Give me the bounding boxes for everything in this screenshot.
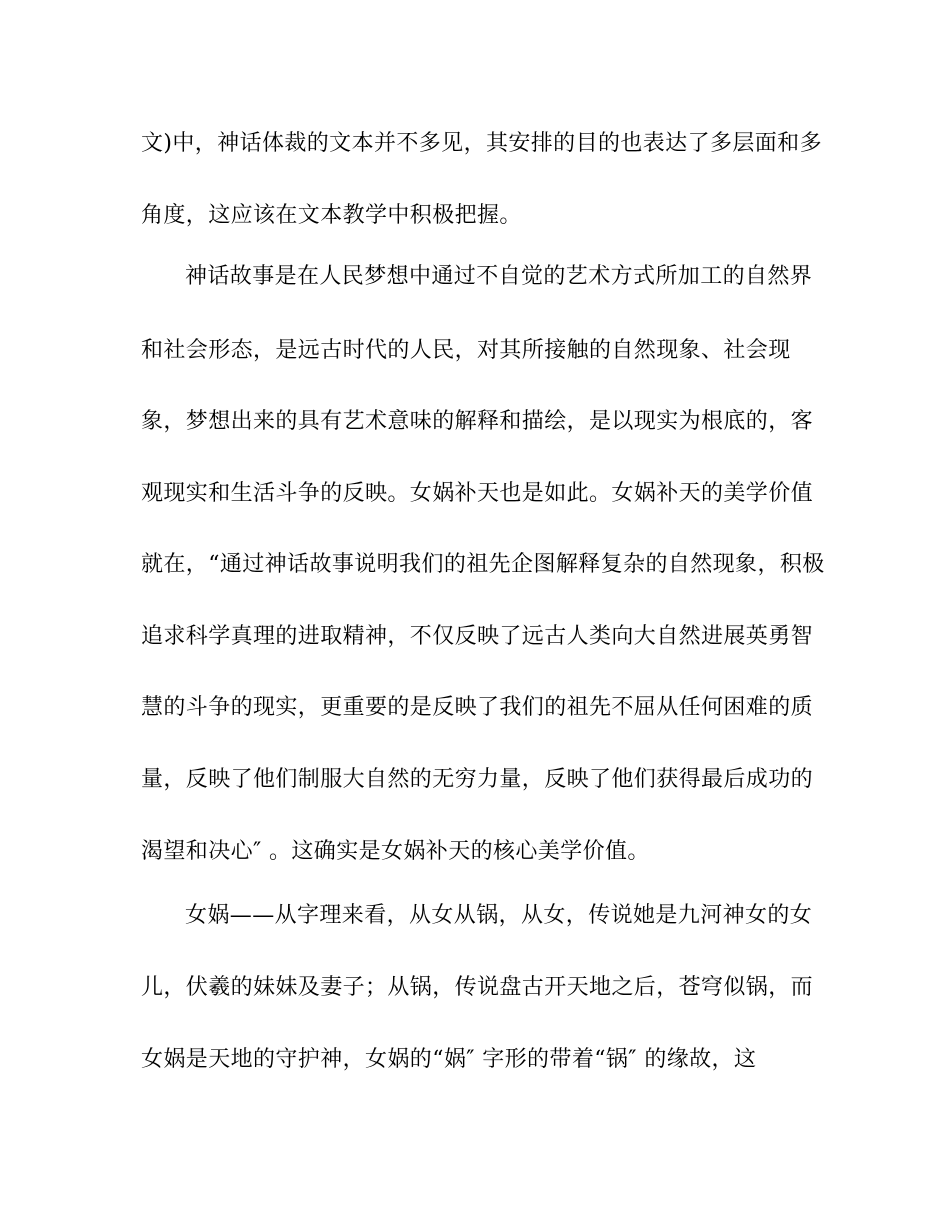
text-line-7: 就在，“通过神话故事说明我们的祖先企图解释复杂的自然现象，积极 bbox=[141, 552, 825, 577]
text-line-5: 象，梦想出来的具有艺术意味的解释和描绘，是以现实为根底的，客 bbox=[141, 409, 814, 434]
text-line-2: 角度，这应该在文本教学中积极把握。 bbox=[141, 203, 522, 228]
text-line-10: 量，反映了他们制服大自然的无穷力量，反映了他们获得最后成功的 bbox=[141, 767, 814, 792]
text-line-14: 女娲是天地的守护神，女娲的“娲″ 字形的带着“锅″ 的缘故，这 bbox=[141, 1047, 757, 1072]
text-line-6: 观现实和生活斗争的反映。女娲补天也是如此。女娲补天的美学价值 bbox=[141, 481, 814, 506]
text-line-8: 追求科学真理的进取精神，不仅反映了远古人类向大自然进展英勇智 bbox=[141, 624, 814, 649]
text-line-9: 慧的斗争的现实，更重要的是反映了我们的祖先不屈从任何困难的质 bbox=[141, 695, 814, 720]
text-line-13: 儿，伏羲的妹妹及妻子；从锅，传说盘古开天地之后，苍穹似锅，而 bbox=[141, 975, 814, 1000]
text-line-1: 文)中，神话体裁的文本并不多见，其安排的目的也表达了多层面和多 bbox=[141, 131, 822, 156]
text-line-11: 渴望和决心″ 。这确实是女娲补天的核心美学价值。 bbox=[141, 839, 650, 864]
paragraph-start-line-3: 神话故事是在人民梦想中通过不自觉的艺术方式所加工的自然界 bbox=[185, 264, 813, 289]
paragraph-start-line-12: 女娲——从字理来看，从女从锅，从女，传说她是九河神女的女 bbox=[185, 903, 813, 928]
text-line-4: 和社会形态，是远古时代的人民，对其所接触的自然现象、社会现 bbox=[141, 338, 791, 363]
